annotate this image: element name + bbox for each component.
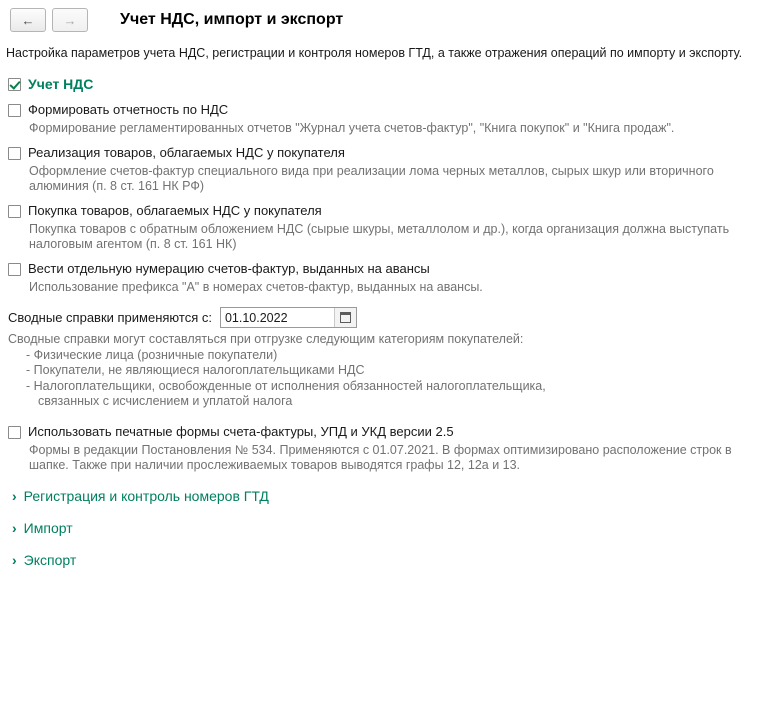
summary-note-item: связанных с исчислением и уплатой налога xyxy=(38,394,293,408)
group-export-label: Экспорт xyxy=(23,551,77,568)
group-gtd-registration[interactable] xyxy=(12,487,766,505)
vat-reporting-checkbox[interactable] xyxy=(8,104,21,117)
vat-accounting-checkbox[interactable] xyxy=(8,78,21,91)
option-row-print-forms[interactable] xyxy=(8,424,766,440)
sale-vat-buyer-label: Реализация товаров, облагаемых НДС у покупателя xyxy=(28,145,345,160)
vat-accounting-row[interactable] xyxy=(8,76,766,92)
page-description: Настройка параметров учета НДС, регистрации и контроля номеров ГТД, а также отражения операций по импорту и экспорту. xyxy=(6,46,743,60)
separate-numbering-description: Использование префикса "А" в номерах счетов-фактур, выданных на авансы. xyxy=(29,280,483,294)
chevron-right-icon: › xyxy=(12,551,17,568)
summary-date-input[interactable] xyxy=(221,308,334,327)
vat-accounting-label: Учет НДС xyxy=(28,76,94,92)
option-row-separate-numbering[interactable] xyxy=(8,261,766,277)
group-import-label: Импорт xyxy=(23,519,73,536)
calendar-button[interactable] xyxy=(334,308,356,327)
purchase-vat-buyer-checkbox[interactable] xyxy=(8,205,21,218)
separate-numbering-label: Вести отдельную нумерацию счетов-фактур, выданных на авансы xyxy=(28,261,430,276)
sale-vat-buyer-description: Оформление счетов-фактур специального вида при реализации лома черных металлов, сырых шкур или вторичного алюминия (п. 8 ст. 161 НК РФ) xyxy=(29,164,714,193)
print-forms-label: Использовать печатные формы счета-фактуры, УПД и УКД версии 2.5 xyxy=(28,423,454,439)
summary-note-item: - Налогоплательщики, освобожденные от исполнения обязанностей налогоплательщика, xyxy=(26,378,546,393)
forward-button[interactable] xyxy=(52,8,88,32)
summary-date-label: Сводные справки применяются с: xyxy=(8,310,212,325)
sale-vat-buyer-checkbox[interactable] xyxy=(8,147,21,160)
summary-note-item: - Физические лица (розничные покупатели) xyxy=(26,347,278,362)
summary-note xyxy=(8,332,766,410)
option-row-sale-vat-buyer[interactable] xyxy=(8,145,766,161)
vat-reporting-label: Формировать отчетность по НДС xyxy=(28,102,229,117)
option-row-reporting[interactable] xyxy=(8,102,766,118)
summary-note-intro: Сводные справки могут составляться при отгрузке следующим категориям покупателей: xyxy=(8,332,524,346)
print-forms-description: Формы в редакции Постановления № 534. Применяются с 01.07.2021. В формах оптимизировано расположение строк в шапке. Также при наличии прослеживаемых товаров выводятся графы 12, 12а и 13. xyxy=(29,442,732,472)
summary-note-item: - Покупатели, не являющиеся налогоплательщиками НДС xyxy=(26,363,365,377)
separate-numbering-checkbox[interactable] xyxy=(8,263,21,276)
page-header xyxy=(0,0,776,38)
settings-body xyxy=(0,62,776,569)
option-row-purchase-vat-buyer[interactable] xyxy=(8,203,766,219)
forward-arrow-icon: → xyxy=(63,12,77,28)
summary-date-row xyxy=(8,307,766,328)
back-arrow-icon: ← xyxy=(21,12,35,28)
page-title: Учет НДС, импорт и экспорт xyxy=(120,11,344,28)
group-gtd-registration-label: Регистрация и контроль номеров ГТД xyxy=(23,487,269,504)
purchase-vat-buyer-label: Покупка товаров, облагаемых НДС у покупателя xyxy=(28,203,322,218)
group-export[interactable] xyxy=(12,551,766,569)
summary-date-field[interactable] xyxy=(220,307,357,328)
print-forms-checkbox[interactable] xyxy=(8,426,21,439)
vat-reporting-description: Формирование регламентированных отчетов "Журнал учета счетов-фактур", "Книга покупок" и "Книга продаж". xyxy=(29,121,675,135)
calendar-icon xyxy=(340,312,351,323)
chevron-right-icon: › xyxy=(12,487,17,504)
group-import[interactable] xyxy=(12,519,766,537)
purchase-vat-buyer-description: Покупка товаров с обратным обложением НДС (сырые шкуры, металлолом и др.), когда организация должна выступать налоговым агентом (п. 8 ст. 161 НК) xyxy=(29,222,730,251)
chevron-right-icon: › xyxy=(12,519,17,536)
back-button[interactable] xyxy=(10,8,46,32)
